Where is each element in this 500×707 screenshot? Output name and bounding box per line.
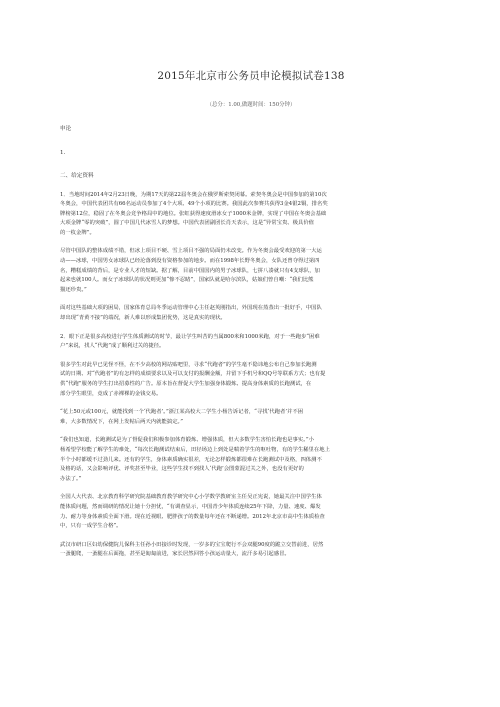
paragraph — [60, 304, 442, 323]
material-heading: 二、给定资料 — [60, 173, 94, 179]
paragraph-line: “花上50元或100元，就能找到一个‘代跑者’。”浙江某高校大二学生小杨告诉记者，“寻找‘代跑者’并不困 — [60, 409, 304, 416]
paragraph-line: 却出现“青黄不接”的端况，新人难以形成集团优势，这是真实的现状。 — [60, 315, 226, 322]
paragraph-line: 很多学生对此早已见怪不怪，在不少高校的网站贴吧里，寻求“代跑者”的学生毫不隐讳地公布自己参加长跑测 — [60, 361, 317, 368]
paragraph-line: 尽管中国队的整体成绩不错，但冰上项目不硬、雪上项目不强的局面仍未改变。作为冬奥会最受欢迎的第一大运 — [60, 248, 322, 255]
paragraph — [60, 436, 442, 484]
section-label: 申论 — [60, 126, 72, 132]
paragraph-line: 一蚤腿爬，一蚤腿在后面拖，甚至是匍匐前进，家长居然回答小孩运动量大，流汗多易引起感冒。 — [60, 551, 290, 558]
paragraph-line: 力、耐力等身体素质全面下滑。现在近视眼、肥胖孩子的数量每年还在不断递增。2012年北京市高中生体质检查 — [60, 513, 325, 520]
paragraph-line: 能体质问题，然而调研的情况让她十分担忧，“有调查显示，中国青少年体质连续25年下降，力量、速度、爆发 — [60, 503, 321, 510]
paragraph — [60, 333, 442, 352]
paragraph-line: 杨希望学校能了解学生的难处，“每次长跑测试结束后，田径场边上到处是喘着学生的呕吐物，有的学生稀里在地上 — [60, 446, 330, 453]
page-title: 2015年北京市公务员申论模拟试卷138 — [157, 70, 345, 82]
paragraph-line: 动——冰球，中国男女冰球队已经沦落到没有资格参加的地步。而在1998年长野冬奥会，女队还曾夺得过第四 — [60, 258, 320, 265]
paragraph-line: “我们也知道，长跑测试是为了督促我们积极参加体育锻炼、增强体质，但大多数学生害怕长跑也是事实。”小 — [60, 437, 314, 444]
paragraph-line: 及格的话，又会影响评优、评奖甚至毕业，这些学生找不到找人‘代跑’会图蒙混过关之外，也没有更好的 — [60, 466, 304, 473]
paragraph-line: 户”来说，找人“代跑”成了顺利过关的捷径。 — [60, 343, 165, 350]
paragraph-line: 大项金牌“零的突破”，圆了中国几代冰雪人的梦想。中国代表团副团长肖天表示，这是“异常宝贵、极具价值 — [60, 220, 315, 227]
paragraph-line: 2．眼下正是很多高校进行学生体质测试的时节，最让学生叫苦的当属800米和1000米跑，对于一些跑步“困难 — [60, 333, 320, 340]
paragraph-line: 牌榜第12位，稳固了在冬奥会竞争格局中的地位。张虹获得速度滑冰女子1000米金牌，实现了中国在冬奥会基础 — [60, 210, 327, 217]
paragraph-line: 1．当地时间2014年2月23日晚，为期17天的第22届冬奥会在俄罗斯索契闭幕。索契冬奥会是中国参加的第10次 — [60, 191, 327, 198]
paragraph-line: 部分学生眼里，竟成了赤裸裸的金钱交易。 — [60, 390, 162, 397]
paragraph — [60, 493, 442, 531]
exam-info: （总分：1.00,做题时间：150分钟） — [206, 102, 296, 108]
question-number: 1. — [60, 149, 66, 156]
paragraph-line: 难，大多数情况下，在网上发帖后两天内就能搞定。” — [60, 418, 183, 425]
paragraph-line: 办法了。” — [60, 475, 82, 482]
paragraph-line: 全国人大代表、北京教育科学研究院基础教育教学研究中心小学数学教研室主任吴正宪说，她最关注中国学生体 — [60, 494, 322, 501]
paragraph-line: 武汉市研口区妇幼保健院儿保科主任孙小田接诊时发现，一岁多的宝宝爬行不会双腿90度的跪立交替前进，居然 — [60, 541, 324, 548]
paragraph — [60, 408, 442, 427]
paragraph-line: 半个小时都缓不过劲儿来。还有的学生，身体素质确实很差，无论怎样锻炼都很难在长跑测试中及格，四体测不 — [60, 456, 322, 463]
paragraph — [60, 541, 442, 560]
paragraph-line: 起来也就100人。而女子冰球队的状况则更加“惨不忍睹”，国家队就是哈尔滨队，姑娘们曾自嘲：“我们比熊 — [60, 277, 314, 284]
paragraph — [60, 191, 442, 239]
paragraph-line: 冬奥会，中国代表团共有66名运动员参加了4个大项、49个小项的比赛。我国此次参赛共获得3金4银2铜，排名奖 — [60, 201, 328, 208]
paragraph-line: 名，糟糕成绩的背后，是专业人才的短缺。据了解，目前中国国内的男子冰球队，七拼八凑就只有4支球队，加 — [60, 267, 320, 274]
paragraph-line: 中，只有一成学生合格”。 — [60, 523, 122, 530]
paragraph — [60, 361, 442, 399]
paragraph-line: 面对这些基础大项的困局，国家体育总局冬季运动管理中心主任赵英刚指出，外国现在蒸蒸出一批好手，中国队 — [60, 305, 322, 312]
paragraph-line: 的一枚金牌”。 — [60, 229, 95, 236]
paragraph — [60, 247, 442, 295]
paragraph-line: 猫还珍贵。” — [60, 286, 87, 293]
paragraph-line: 供“代跑”服务的学生打出招募性的广告。原本旨在督促大学生加强身体锻炼、提高身体素质的长跑测试，在 — [60, 381, 312, 387]
material-body — [60, 191, 442, 560]
paragraph-line: 试的日期、对“代跑者”的有怎样的成绩要求以及可以支付的报酬金额，并留下手机号和QQ号等联系方式；也有提 — [60, 371, 326, 378]
